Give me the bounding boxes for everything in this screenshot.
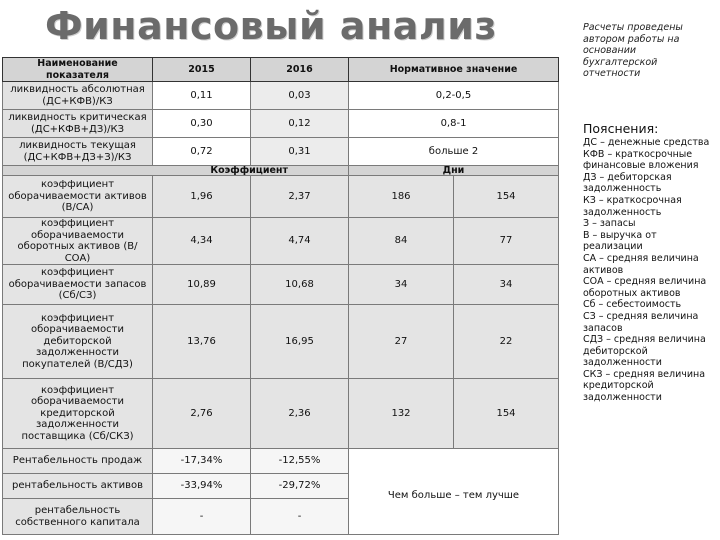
value-2016: -29,72% [251,474,349,499]
value-2015: - [153,499,251,535]
row-label: Рентабельность продаж [3,449,153,474]
coef-2016: 10,68 [251,265,349,305]
coef-2016: 16,95 [251,305,349,379]
row-label: коэффициент оборачиваемости активов (В/СА) [3,176,153,218]
value-2015: -17,34% [153,449,251,474]
table-row [3,138,559,166]
coef-2016: 2,36 [251,379,349,449]
legend-heading: Пояснения: [583,121,659,136]
legend-item: СДЗ – средняя величина дебиторской задолженности [583,334,706,369]
table-row [3,82,559,110]
days-2015: 27 [349,305,454,379]
days-2015: 132 [349,379,454,449]
table-subheader-row [3,166,559,176]
coef-2016: 4,74 [251,218,349,265]
legend-item: З – запасы [583,218,636,230]
subheader-coefficient: Коэффициент [3,166,349,176]
legend-panel [583,121,718,404]
value-2016: 0,12 [251,110,349,138]
table-row [3,379,559,449]
table-row [3,449,559,474]
coef-2015: 1,96 [153,176,251,218]
source-note: Расчеты проведены автором работы на основании бухгалтерской отчетности [583,22,683,79]
row-label: коэффициент оборачиваемости запасов (Сб/СЗ) [3,265,153,305]
header-2015: 2015 [153,58,251,82]
value-2015: -33,94% [153,474,251,499]
value-2015: 0,11 [153,82,251,110]
coef-2015: 13,76 [153,305,251,379]
legend-item: СЗ – средняя величина запасов [583,310,699,334]
table-row [3,218,559,265]
legend-item: СКЗ – средняя величина кредиторской задолженности [583,368,706,404]
days-2015: 34 [349,265,454,305]
table-row [3,176,559,218]
days-2016: 22 [454,305,559,379]
norm-value: 0,8-1 [349,110,559,138]
value-2015: 0,72 [153,138,251,166]
financial-analysis-table [2,57,559,535]
days-2015: 186 [349,176,454,218]
legend-item: СОА – средняя величина оборотных активов [583,276,707,299]
value-2015: 0,30 [153,110,251,138]
legend-item: СА – средняя величина активов [583,252,699,276]
table-row [3,305,559,379]
table-row [3,110,559,138]
table-header-row [3,58,559,82]
legend-item: КФВ – краткосрочные финансовые вложения [583,148,699,172]
days-2016: 77 [454,218,559,265]
days-2016: 154 [454,379,559,449]
days-2016: 34 [454,265,559,305]
legend-item: ДЗ – дебиторская задолженность [583,171,672,195]
coef-2016: 2,37 [251,176,349,218]
subheader-days: Дни [349,166,559,176]
value-2016: - [251,499,349,535]
row-label: коэффициент оборачиваемости оборотных активов (В/СОА) [3,218,153,265]
row-label: ликвидность критическая (ДС+КФВ+ДЗ)/КЗ [3,110,153,138]
page-title: Финансовый анализ [45,4,497,48]
coef-2015: 4,34 [153,218,251,265]
days-2016: 154 [454,176,559,218]
legend-item: ДС – денежные средства [583,137,710,148]
value-2016: 0,03 [251,82,349,110]
value-2016: -12,55% [251,449,349,474]
row-label: коэффициент оборачиваемости дебиторской задолженности покупателей (В/СДЗ) [3,305,153,379]
coef-2015: 10,89 [153,265,251,305]
profit-note: Чем больше – тем лучше [349,449,559,535]
value-2016: 0,31 [251,138,349,166]
legend-item: В – выручка от реализации [583,229,657,253]
row-label: рентабельность собственного капитала [3,499,153,535]
legend-item: Сб – себестоимость [583,299,682,311]
header-norm: Нормативное значение [349,58,559,82]
norm-value: 0,2-0,5 [349,82,559,110]
table-row [3,265,559,305]
legend-item: КЗ – краткосрочная задолженность [583,194,682,218]
row-label: ликвидность текущая (ДС+КФВ+ДЗ+З)/КЗ [3,138,153,166]
norm-value: больше 2 [349,138,559,166]
header-2016: 2016 [251,58,349,82]
coef-2015: 2,76 [153,379,251,449]
row-label: коэффициент оборачиваемости кредиторской задолженности поставщика (Сб/СКЗ) [3,379,153,449]
header-indicator: Наименование показателя [3,58,153,82]
row-label: рентабельность активов [3,474,153,499]
row-label: ликвидность абсолютная (ДС+КФВ)/КЗ [3,82,153,110]
days-2015: 84 [349,218,454,265]
